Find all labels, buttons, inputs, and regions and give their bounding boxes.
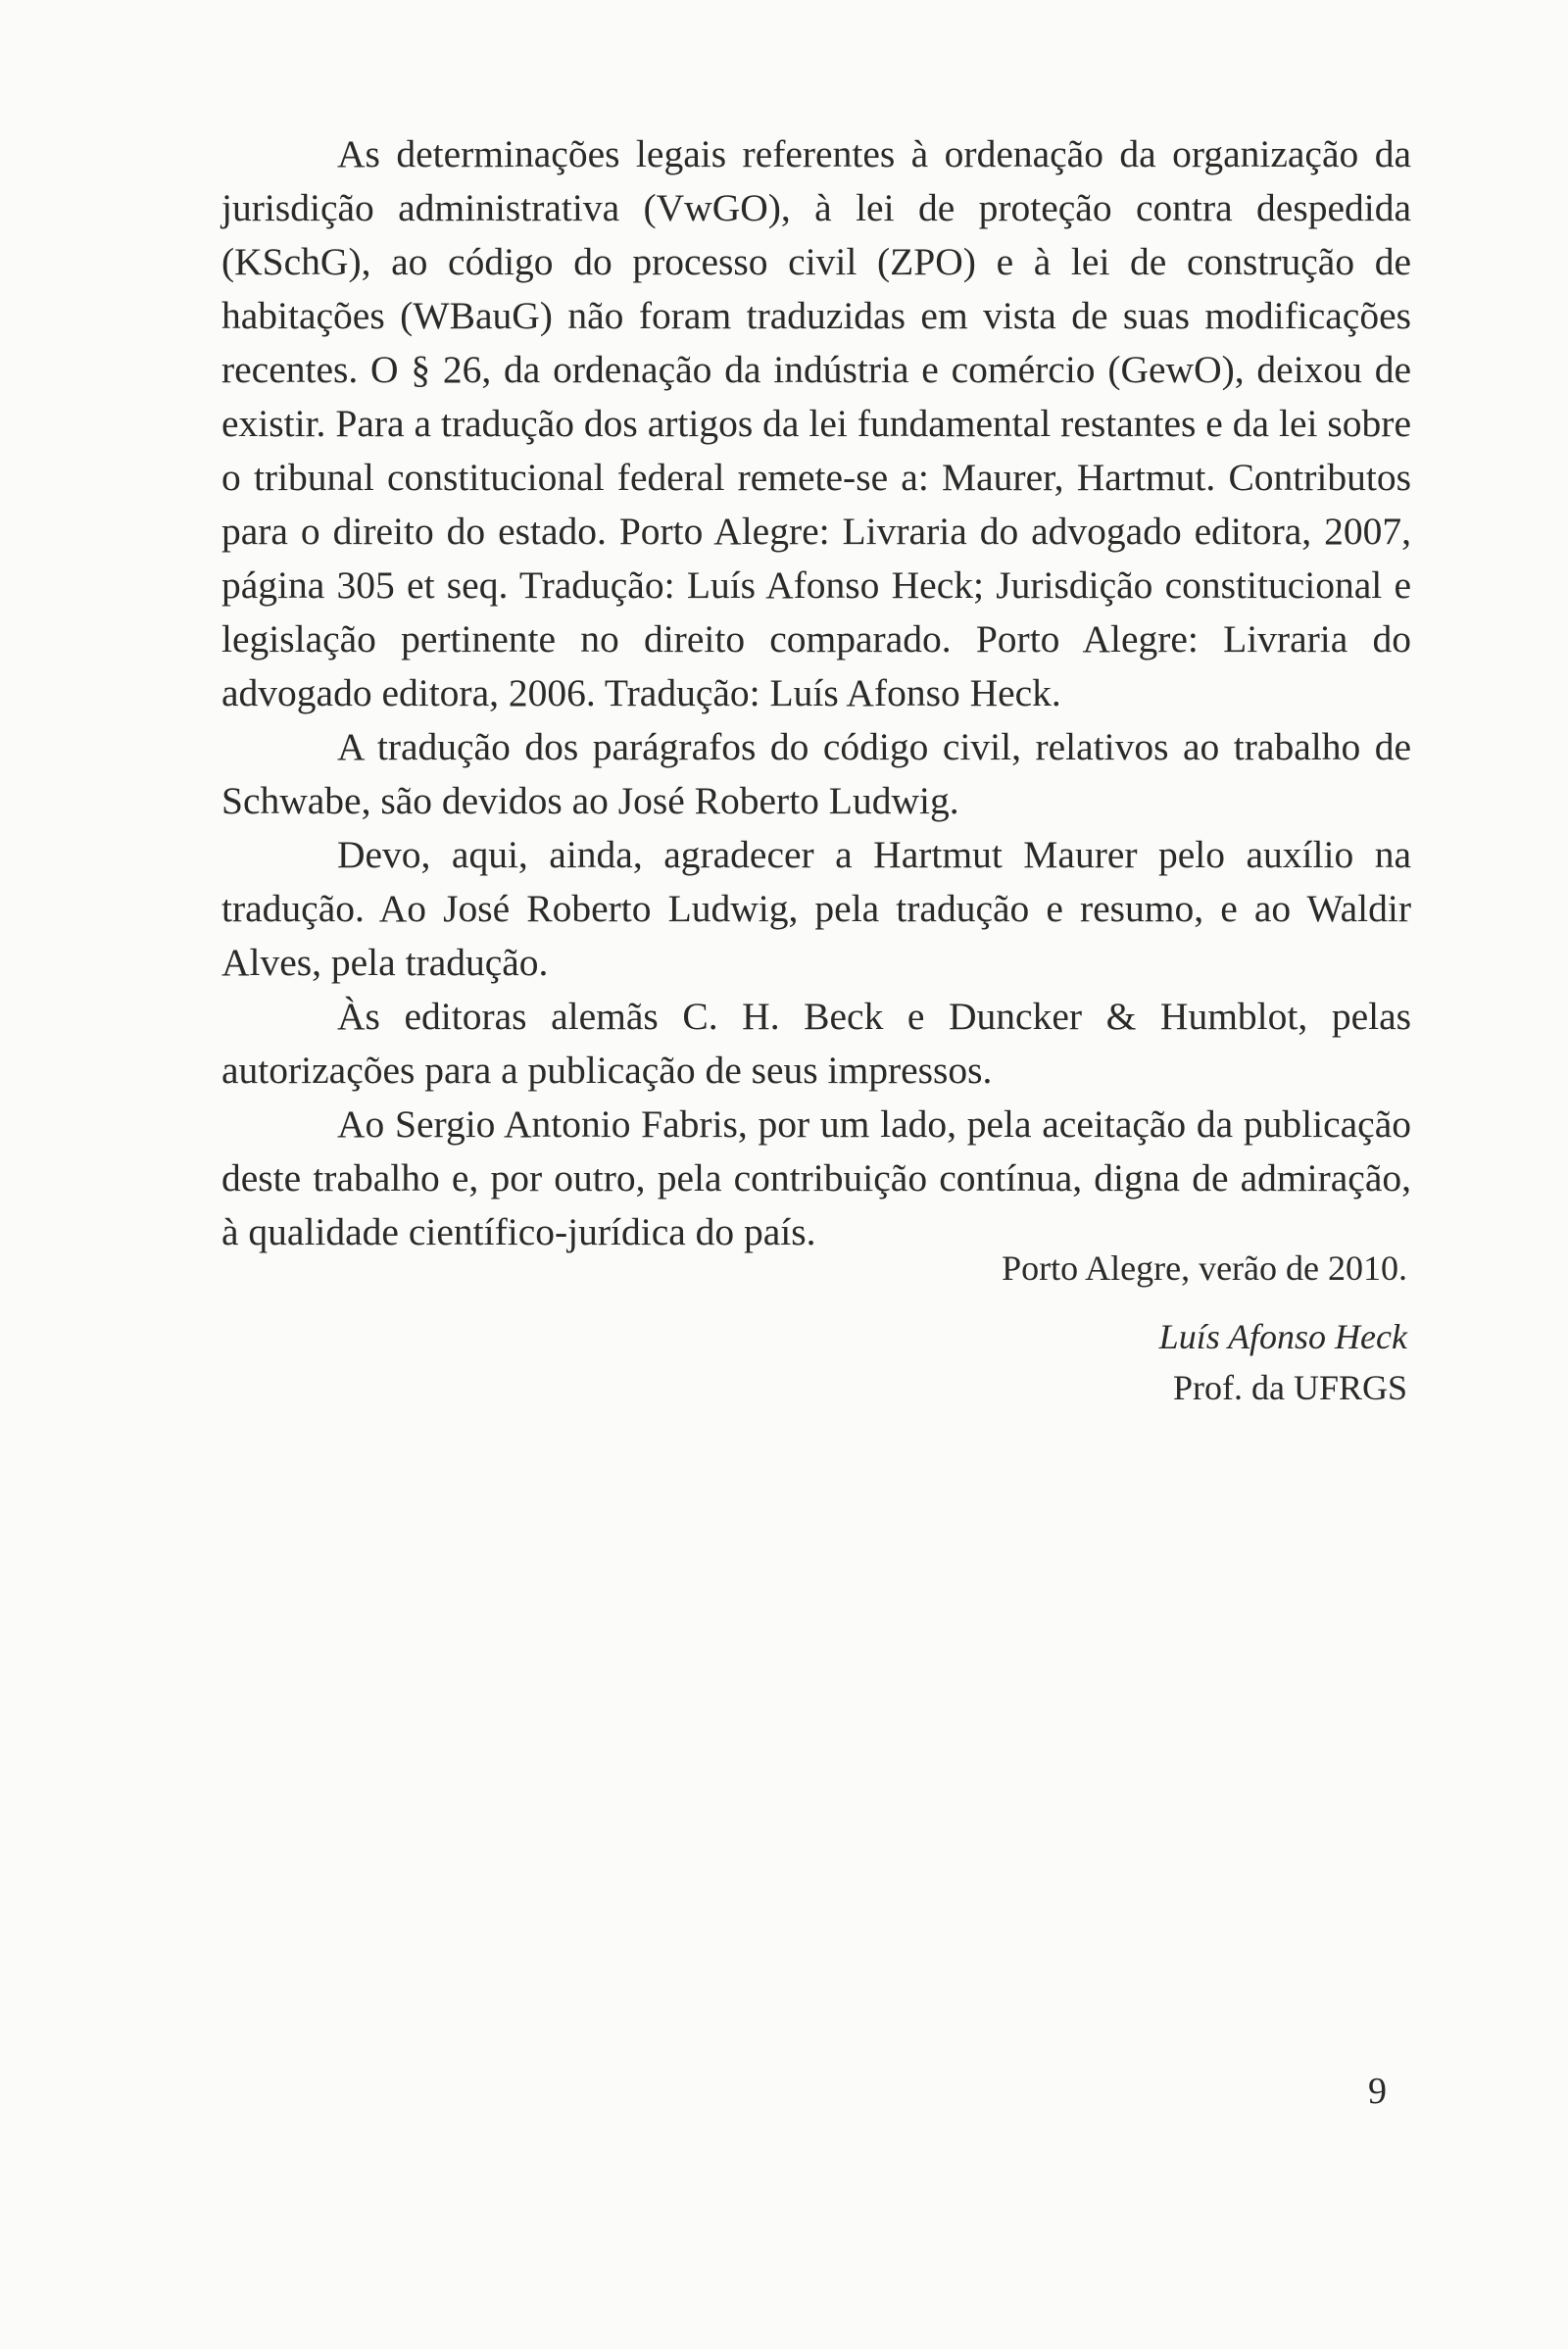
signoff [221, 1243, 1407, 1413]
page-number: 9 [1368, 2071, 1387, 2112]
author-affiliation: Prof. da UFRGS [1172, 1368, 1407, 1407]
paragraph-acknowledgment-fabris: Ao Sergio Antonio Fabris, por um lado, pela aceitação da publicação deste trabalho e, por outro, pela contribuição contínua, digna de admiração, à qualidade científico-jurídica do país. [221, 1102, 1411, 1253]
author-name: Luís Afonso Heck [1158, 1317, 1407, 1356]
place-date: Porto Alegre, verão de 2010. [1002, 1248, 1407, 1288]
paragraph-acknowledgment-maurer: Devo, aqui, ainda, agradecer a Hartmut Maurer pelo auxílio na tradução. Ao José Roberto Ludwig, pela tradução e resumo, e ao Waldir Alves, pela tradução. [221, 833, 1411, 984]
paragraph-civil-code-translation: A tradução dos parágrafos do código civil, relativos ao trabalho de Schwabe, são devidos ao José Roberto Ludwig. [221, 725, 1411, 822]
paragraph-acknowledgment-publishers: Às editoras alemãs C. H. Beck e Duncker & Humblot, pelas autorizações para a publicação de seus impressos. [221, 995, 1411, 1092]
body-text [221, 127, 1411, 1259]
paragraph-legal-notes: As determinações legais referentes à ordenação da organização da jurisdição administrativa (VwGO), à lei de proteção contra despedida (KSchG), ao código do processo civil (ZPO) e à lei de construção de habitações (WBauG) não foram traduzidas em vista de suas modificações recentes. O § 26, da ordenação da indústria e comércio (GewO), deixou de existir. Para a tradução dos artigos da lei fundamental restantes e da lei sobre o tribunal constitucional federal remete-se a: Maurer, Hartmut. Contributos para o direito do estado. Porto Alegre: Livraria do advogado editora, 2007, página 305 et seq. Tradução: Luís Afonso Heck; Jurisdição constitucional e legislação pertinente no direito comparado. Porto Alegre: Livraria do advogado editora, 2006. Tradução: Luís Afonso Heck. [221, 132, 1411, 714]
